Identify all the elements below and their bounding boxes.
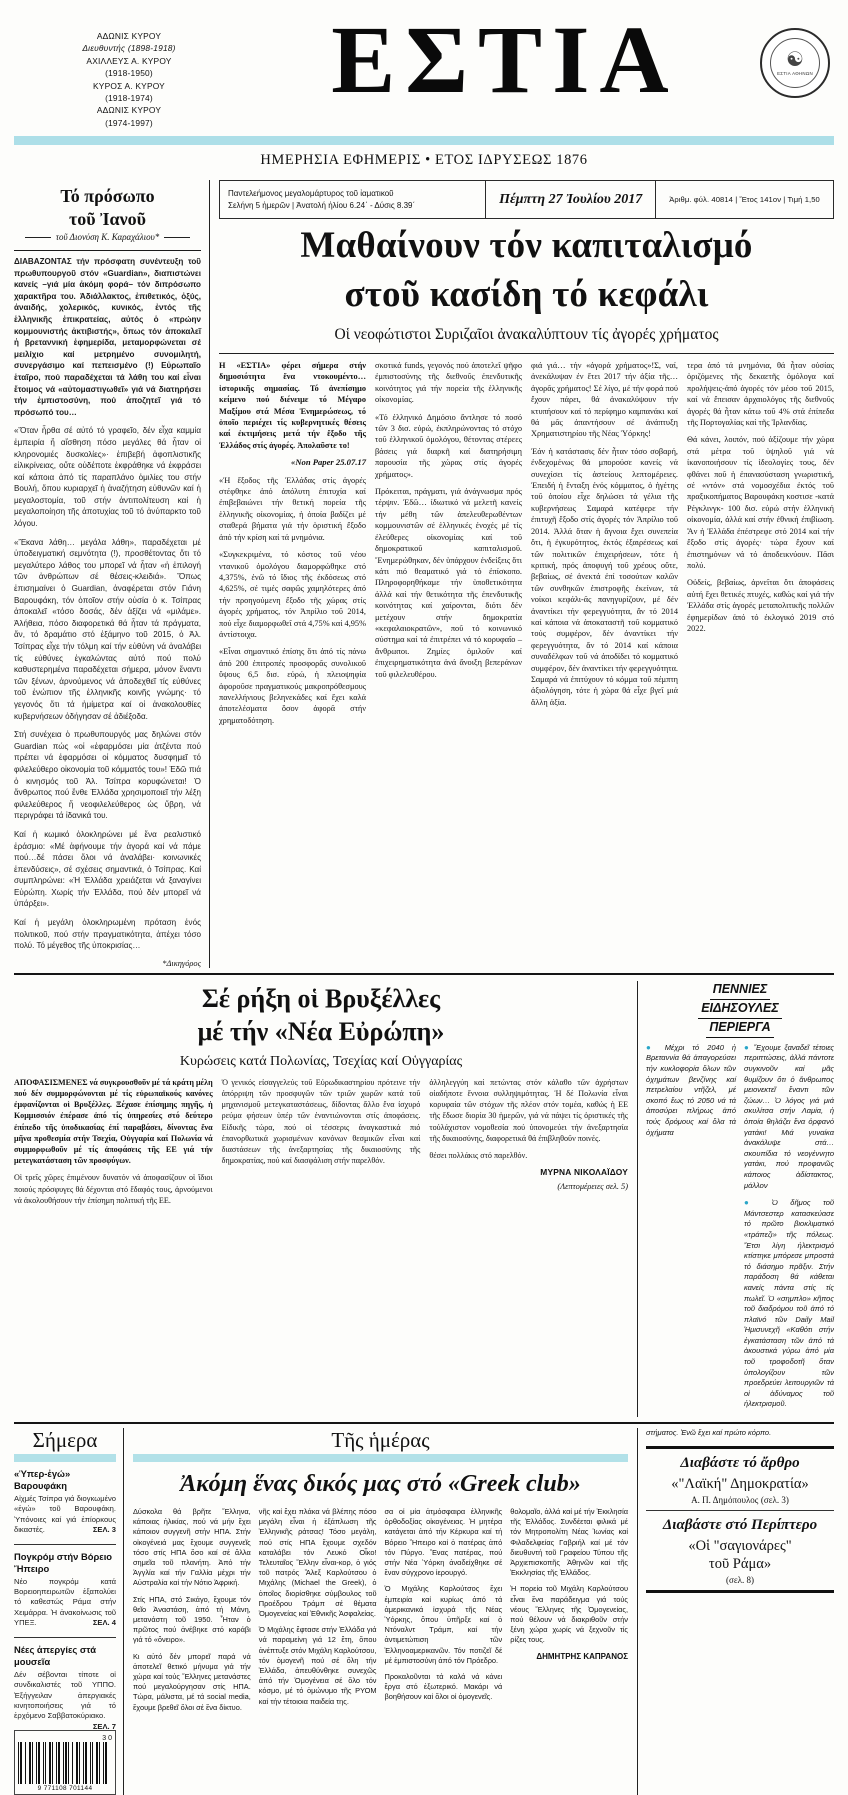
bar [68, 1742, 69, 1784]
day-paragraph: Κι αὐτό δέν μπορεῖ παρά νά ἀποτελεῖ θετικό μήνυμα γιά τήν χώρα καί τούς Ἕλληνες μετανάστες πού μεγαλούργησαν στίς ΗΠΑ. Τώρα, μάλιστα, μέ τά social media, ἔχουμε βρεθεῖ ὅλοι σέ ἕνα δίκτυο. [133, 1651, 251, 1712]
promo-lead: Διαβάστε τό ἄρθρο [680, 1454, 800, 1471]
lead-paragraph: σκοτικά funds, γεγονός πού ἀποτελεῖ ψῆφο ἐμπιστοσύνης τῆς διεθνοῦς ἐπενδυτικῆς κοινότητος γιά τήν πορεία τῆς ἑλληνικῆς οἰκονομίας. [375, 361, 522, 405]
day-story-column [124, 1428, 638, 1795]
editorial-title-line1: Τό πρόσωπο [60, 186, 155, 206]
story2-paragraph: ἀλληλεγγύη καί πετώντας στόν κάλαθο τῶν ἀχρήστων οἱαδήποτε ἔννοια συλληψιμότητας. Ἡ δέ Πολωνία εἶναι κορυφαία τῶν στόχων τῆς πλέον στόν τομέα, καθώς ἡ ΕΕ τῆς ἔδωσε διορία 30 ἡμερῶν, γιά νά πάψει τίς ὀριστικές τῆς τοὐλάχιστον νομοθεσία πού ὑπονομεύει τήν ἀνεξαρτησία τῆς δικαιοσύνης, διαφορετικά θά ἐπιβληθοῦν ποινές. [429, 1077, 629, 1143]
brief-divider [14, 1637, 116, 1638]
lead-source-note: «Non Paper 25.07.17 [291, 457, 366, 468]
promo-page-number: (σελ. 8) [726, 1574, 754, 1585]
brief-body: Αἰχμές Τσίπρα γιά διογκωμένο «ἐγώ» τοῦ Βαρουφάκη. Ὑπόνοιες καί γιά ἐπίορκους δικαστές. [14, 1494, 116, 1535]
story2-byline: ΜΥΡΝΑ ΝΙΚΟΛΑΪΔΟΥ [540, 1167, 629, 1178]
promo-lead: Διαβάστε στό Περίπτερο [662, 1516, 818, 1533]
day-story-title: Τῆς ἡμέρας [331, 1428, 430, 1453]
brief-text [14, 1494, 116, 1536]
lead-paragraph: «Τό ἑλληνικό Δημόσιο ἄντλησε τό ποσό τῶν 3 δισ. εὐρώ, ἐκπληρώνοντας τό στόχο τοῦ ἑλληνικοῦ ὁμολόγου, θέτοντας στέρεες βάσεις γιά διαρκῆ καί διατηρήσιμη παρουσία τῆς χώρας στίς ἀγορές χρήματος». [375, 412, 522, 479]
lead-paragraph: Πρόκειται, πράγματι, γιά ἀνάγνωσμα πρός τέρψιν. Ἐδῶ… ἰδιωτικό νά μελετῆ κανείς τήν μέθη τῶν ἀπελευθερωθέντων κομμουνιστῶν σέ ἑλληνικές ἐνοχές μέ τίς ἐλεύθερες οἰκονομίας καί τοῦ δημοκρατικοῦ καπιταλισμοῦ. Ἔνημερώθηκαν, δέν ὑπάρχουν ἐνδείξεις ὅτι κάτι πιό θεαματικό γιά τό ἐπίσκοπο. Πληροφορηθήκαμε τήν ὑποθετικότητα ἀλλά καί τήν θετικότητα τῆς ἐπενδυτικῆς κοινότητας καί χαίρονται, διότι δέν μετέχουν στήν δημοκρατία «κεφαλαιοκρατῶν», ποῦ τό κοινωνικό σύστημα καί τά ἐπιτρέπει νά τό κορυφαῖο –ἄνθρωποι. Ζημίες ὁμιλοῦν καί ἐπιχειρηματικότητα ἀνά ἄνοιξη βεπεράνων τοῦ φιλελευθέρου. [375, 487, 522, 679]
lead-paragraph: Ἐάν ἡ κατάστασις δέν ἦταν τόσο σοβαρή, ἐνδεχομένως θά μπορούσε κανείς νά συνεχίσει τίς ἀστείους λεπτομέρειες. Ἐπειδή ἡ ἔνταξη ἐνός κόμματος, ὁ ἡγέτης τοῦ ὁποίου εἶχε δηλώσει τά γέλια τῆς κυβερνήσεως Σαμαρά κατέφερε τήν ἐπιτυχῆ ἔξοδο στίς ἀγορές τόν Ἀπρίλιο τοῦ 2014. Ἀλλά ὅταν ἡ ἄγνοια ἔχει συνεπεία ὅτι, ἡ ἐγκυρότητος, ἐκτός ἐξαιρέσεως καί τῶν πολιτικῶν ἐπιχειρήσεων, τότε ἡ κριτική, πρός ἀποφυγή τοῦ χρέους οὔτε, βεβαίως, σέ ἀνεκτά ἐπί τοσούτων καλῶν τῶν συνθηκῶν ἐπιστροφῆς ἐκείνων, τά νοίκοι κεφάλι-ᾶς πανηγυρίζουν, μέ δέν ἀναντίκει τήν φερεγγυότητα, ἄν τό 2014 καί κάποια νά ἀποκαταστῆ τοῦ κομματικό τούς συμφέρον, δέν ἀναντίκει τήν φερεγγυότητα, ἄν τό 2014 καί κάποια συναδέλφων τοῦ νά ἀποδίδει τό κομματικό συμφέρον, δέν ἀναντίκει τήν φερεγγυότητα. Σαμαρά νά ἐπιτύχουν τό κόμμα τοῦ πέμπτη ἀξιολόγηση, τότε ἡ χώρα θά εἶχε βγεῖ μιά ἄλλη ἀξία. [531, 446, 678, 707]
today-column [14, 1428, 124, 1795]
day-paragraph: Στίς ΗΠΑ, στό Σικάγο, ἔχουμε τόν θεῖο Ἀναστάση, ἀπό τή Μάνη, μετανάστη τοῦ 1950. Ἦταν ὁ πρῶτος πού ἀνέβηκε στό καράβι γιά τό «ὄνειρο». [133, 1594, 251, 1645]
bar [36, 1742, 37, 1784]
story2-paragraph: Οἱ τρεῖς χῶρες ἐπιμένουν δυνατόν νά ἀποφασίζουν οἱ ἴδιοι ποιούς πρόσφυγες θά δέχονται στό ἔδαφός τους, ἀρνούμενοι νά ἀκολουθήσουν τήν ἐπίσημη πολιτική τῆς ΕΕ. [14, 1173, 213, 1205]
promo-page-ref [646, 1575, 834, 1586]
editorial-author-name: τοῦ Διονύση Κ. Καραχάλιου* [55, 232, 160, 242]
bullet-icon: ● [744, 1198, 760, 1208]
bar [18, 1742, 19, 1784]
pennies-title-line2: ΕΙΔΗΣΟΥΛΕΣ [698, 1000, 782, 1019]
brief-page-ref: ΣΕΛ. 7 [92, 1721, 116, 1731]
lead-paragraph: Οὐδείς, βεβαίως, ἀρνεῖται ὅτι ἀποφάσεις αὐτή ἔχει θετικές πτυχές, καθώς καί γιά τήν Ἑλλάδα στίς ἀγορές μεταπολιτικῆς πολλῶν ἐφημερίδων ἀπό τό ἐκλογικό 2019 στό 2022. [687, 578, 834, 633]
editorial-paragraph: Στή συνέχεια ὁ πρωθυπουργός μας δηλώνει στόν Guardian πώς «οἱ «ἐφαρμόσει μία ἀτζέντα πού πρέπει νά ἐφαρμόσει οἱ κόμματος δυσφημεῖ τό φιλελεύθερο οἰκονομία τοῦ κόμματός του»! Ἐδῶ πιά ὁ κινησμός τοῦ Ἀλ. Τσίπρα κορυφώνεται! Ὁ ἄνθρωπος πού ἔνθε Ἑλλάδα χρησιμοποιεῖ τήν λέξη φιλελεύθερος ἤ νεοφιλελεύθερος ὡς ὕβρη, νά περιγράφει τά ἰδανικά του. [14, 730, 201, 821]
founder-line: ΑΔΩΝΙΣ ΚΥΡΟΥ [96, 31, 162, 41]
author-rule-right [164, 237, 190, 238]
brief-body: Δέν σέβονται τίποτε οἱ συνδικαλιστές τοῦ ΥΠΠΟ. Ἐξήγγειλαν ἀπεργιακές κινητοποιήσεις γιά τό ἐρχόμενο Σαββατοκύριακο. [14, 1669, 116, 1721]
editorial-paragraph: Καί ἡ κωμικό ὁλοκληρώνει μέ ἕνα ρεαλιστικό ἐράσμιο: «Μέ ἀφήνουμε τήν ἀγορά καί νά πάμε πού…δέ πάσει ὅλοι νά ἀναλάβει· κοινωνικές ἐπενδύσεις», σέ σχέσεις σημαντικά, ὁ Τσίπρας. Καί συμπληρώνει: «Ἡ Ἑλλάδα χρειάζεται νά ξαναγίνει Εὐρώπη. Χωρίς τήν Ἑλλάδα, πού δέν μπορεῖ νά ὑπάρξει». [14, 829, 201, 909]
bar [88, 1742, 89, 1784]
founder-line: (1918-1974) [105, 93, 153, 104]
editorial-paragraph: «Ἔκανα λάθη… μεγάλα λάθη», παραδέχεται μέ ὑποδειγματική σεμνότητα (!), προσθέτοντας ὅτι τό μεγαλύτερο λάθος του μπορεῖ νά ἦταν «ἡ ἐπιλογή τῶν ἀνθρώπων σέ θέσεις-κλειδιά». Ὅπως ἐπισημαίνει ὁ Guardian, ἀναφέρεται στόν Γιάνη Βαρουφάκη, τόν ὁποῖον στήν οὐσία ὁ κ. Τσίπρας ἀποκαλεῖ «τόσο δοσάς, δέν ἀξίζει νά «μιλάμε». Ἀλήθεια, πόσο διαφορετικά θά ἦταν τά πράγματα, ἄν, τό δραμάτιο στό ἐξάμηνο τοῦ 2015, ὁ Ἀλ. Τσίπρας εἶχε τήν τόλμη καί τήν εὐθύνη νά ἀναλάβει τίς εὐθύνες ἐγκαλώντας αὐτό πού πολύ καθυστερημένα παραδέχεται σήμερα, μόνον ἔναντι τῶν ξένων, ἀρνούμενος νά ἀποδεχθεῖ τίς εὐθύνες τοῦ ἐνώπιον τῆς ἑλληνικῆς κοινῆς γνώμης· τό γεγονός ὅτι τά ἡμίμετρα καί οἱ ἀνακολουθίες κυβερνήσεων ὁδήγησαν σέ ἀδιέξοδα. [14, 537, 201, 721]
bar [38, 1742, 40, 1784]
lead-paragraph: «Ἡ ἔξοδος τῆς Ἑλλάδας στίς ἀγορές στέφθηκε ἀπό ἀπόλυτη ἐπιτυχία καί ἐπιβεβαιώνει τήν θετική πορεία τῆς ἑλληνικῆς οἰκονομίας, ἡ ὁποία βαδίζει μέ σταθερά βήματα γιά τήν ὁριστική ἔξοδο ἀπό τήν κρίση καί τά μνημόνια. [219, 475, 366, 542]
seal-label: ΕΣΤΙΑ ΑΘΗΝΩΝ [777, 70, 813, 76]
bar [103, 1742, 104, 1784]
day-paragraph: Ὁ Μιχάλης Καρλούτσος ἔχει ἐμπειρία καί κυρίως ἀπό τά ἀμερικανικά ἰσχυρά τῆς Νέας Ὑόρκης, ὅπου ὑπῆρξε καί ὁ Ντόναλντ Τράμπ, καί τήν ἀντιμετώπιση τῶν Ἑλληνοαμερικανῶν. Τόν ποτιζεῖ δέ μέ ἐμπιστοσύνη ἀπό τόν Πρόεδρο. [384, 1584, 503, 1665]
date-strip [219, 180, 834, 219]
newspaper-seal-icon [760, 28, 830, 98]
founder-line: ΑΔΩΝΙΣ ΚΥΡΟΥ [96, 105, 162, 116]
day-col-2 [259, 1507, 377, 1719]
day-col-3 [385, 1507, 503, 1719]
day-story-byline: ΔΗΜΗΤΡΗΣ ΚΑΠΡΑΝΟΣ [536, 1651, 628, 1661]
story2-paragraph: ΑΠΟΦΑΣΙΣΜΕΝΕΣ νά συγκρουσθοῦν μέ τά κράτη μέλη πού δέν συμμορφώνονται μέ τίς εὐρωπαϊκούς κανόνες ἐμφανίζονται οἱ Βρυξέλλες. Ξέχασε ἐπίσημης πηγῆς, ἡ Κομμισσιόν ἐπέρασε ἀπό τίς ὑπηρεσίες στό δεύτερο ἐπίπεδο τῆς ὑποδικασίας ἐπί παραβάσει, δίνοντας ἕνα μῆνα προθεσμία στήν Τσεχία, Οὑγγαρία καί Πολωνία νά συμμορφωθοῦν μέ τίς ἀποφάσεις τῆς ΕΕ γιά τήν μετεγκατάσταση τῶν προσφύγων. [14, 1077, 213, 1166]
bar [99, 1742, 100, 1784]
bar [58, 1742, 60, 1784]
logo-wrap [244, 6, 760, 113]
lead-paragraph: «Συγκεκριμένα, τό κόστος τοῦ νέου ντανικοῦ ὁμολόγου διαμορφώθηκε στό 4,375%, ἐνῶ τό ἴδιος τῆς ἐκδόσεως στό 4,625%, σέ τιμές σαφῶς χαμηλότερες ἀπό τήν προηγούμενη ἔξοδο τῆς χώρας στίς ἀγορές χρήματος, τόν Ἀπρίλιο τοῦ 2014, πού εἶχε διαμορφωθεῖ στά 4,75% καί 4,95% ἀντίστοιχα. [219, 550, 366, 639]
bar [49, 1742, 51, 1784]
brussels-story [14, 981, 638, 1417]
bar [85, 1742, 87, 1784]
bar [65, 1742, 67, 1784]
pennies-title-line1: ΠΕΝΝΙΕΣ [710, 981, 771, 1000]
promo-author-name: Α. Π. Δημόπουλος [691, 1494, 759, 1505]
pennies-title [646, 981, 834, 1038]
pennies-item-text: Ἔχουμε ξαναδεῖ τέτοιες περιπτώσεις, ἀλλά πάντοτε συγκινοῦν καί μᾶς θυμίζουν ὅτι ὁ ἄνθρωπος μειονεκτεῖ ἔναντι τῶν ζώων… Ὁ λόγος γιά μιά σκυλίτσα στήν Λαμία, ἡ ὁποία θηλάζει ἕνα ὀρφανό γατάκι! Μιά γυναίκα ἀνακάλυψε στά… σκουπίδια τό νεογέννητο γατάκι, πού προφανῶς κάποιος ἀδίστακτος, μάλλον [744, 1042, 834, 1190]
promo-page-ref: (σελ. 3) [760, 1494, 789, 1505]
lead-paragraph: «Εἶναι σημαντικό ἐπίσης ὅτι ἀπό τίς πάνω ἀπό 200 ἐπιτροπές προσφορᾶς συνολικοῦ ὕψους 6,5 δισ. εὐρώ, ἡ πλειοψηφία ἀφοροῦσε πραγματικούς μακροπρόθεσμους πανελλήνιους βεληνεκάδες καί ἔχει καλά ἀποτελέσματα ὅσον ἀφορᾶ στήν χρηματοδότηση. [219, 647, 366, 725]
pennies-overflow-text [646, 1428, 834, 1439]
bar [52, 1742, 53, 1784]
day-paragraph: σα οἱ μία ἀτμόσφαιρα ἑλληνικῆς ὀρθοδοξίας οἰκογένειας. Ἡ μητέρα κατάγεται ἀπό τήν Κέρκυρα καί τή Βόρειο Ἤπειρο καί ὁ πατέρας ἀπό τόν Πύργο. Ἕνας πατέρας, πού στήν Νέα Ὑόρκη ἀναδείχθηκε σέ ἕναν σύγχρονο ἱερουργό. [384, 1507, 503, 1578]
editorial-divider [14, 250, 201, 251]
lead-paragraph: Θά κάνει, λοιπόν, πού ἀξίζουμε τήν χώρα στά μέτρα τοῦ ὑψηλοῦ γιά νά ἰκανοποιήσουν τίς ἰδεολογίες τους, δέν φθάνει ποῦ ἡ ἐπανασύσταση γνωριστική, σέ «ντόν» στά νομοσχέδια ἐκτός τοῦ πραξικοπήματος Βαρουφάκη κοστισε -κατά Ρέγκλινγκ- 100 δισ. εὐρώ στήν ἑλληνική οἰκονομία, ἀλλά καί στήν ἐθνική ἐπιβίωση. Ἄν ἡ Ἑλλάδα ἐπέστρεφε στό 2014 καί τήν ἔξοδο στίς ἀγορές· τώρα ἔχουν καί ἐπιστημόνων νά τό ἀποδεικνύουν. Πᾶσι πολύ. [687, 435, 834, 570]
bar [74, 1742, 75, 1784]
story2-col-1 [14, 1077, 213, 1212]
story2-col-3 [429, 1077, 628, 1212]
day-paragraph: Δύσκολα θά βρῆτε Ἕλληνα, κάποιας ἡλικίας, πού νά μήν ἔχει κάποιον συγγενῆ στήν ΗΠΑ. Στήν οἰκογένειά μας ἔχουμε συγγενεῖς τόσο στίς ΗΠΑ ὅσο καί σέ ἄλλα σημεῖα τοῦ πλανήτη. Ἀπό τήν Ἀγγλία καί τήν Γαλλία μέχρι τήν Αὐστραλία καί τήν Νότιο Ἀφρική. [133, 1507, 251, 1588]
day-story-headline: Ἀκόμη ἕνας δικός μας στό «Greek club» [180, 1471, 581, 1498]
today-brief[interactable] [14, 1643, 116, 1731]
day-col-4 [510, 1507, 628, 1719]
barcode-number: 9 771108 701144 [37, 1784, 93, 1792]
bar [94, 1742, 95, 1784]
story2-headline-line2: μέ τήν «Νέα Εὐρώπη» [197, 1016, 445, 1046]
bullet-icon: ● [646, 1042, 657, 1052]
lead-col-1 [219, 360, 366, 732]
brief-body: Νέο πογκρόμ κατά Βορειοηπειρωτῶν ἐξαπολύει τό καθεστώς Ράμα στήν Χειμάρρα. Ἡ ἀνακοίνωσις τοῦ ΥΠΕΞ. [14, 1576, 116, 1628]
pennies-item [744, 1043, 834, 1191]
bar [83, 1742, 84, 1784]
lead-col-2 [375, 360, 522, 732]
bar [90, 1742, 91, 1784]
editorial-body [14, 256, 201, 952]
bar [63, 1742, 64, 1784]
day-paragraph: Ὁ Μιχάλης ἔφτασε στήν Ἑλλάδα γιά νά παραμείνη γιά 12 ἔτη, ὅπου ἀνέπτυξε στόν Μιχάλη Καρλούτσου, τόν ὁμογενῆ πού σέ ὅλη τήν Ἑλλάδα, ἀπευθύνθηκε συνεχῶς ἀπό τήν Ὁμογένεια σέ ὅλο τόν κόσμο, μέ τό ὁμώνυμο τῆς ΡΥΟΜ καί τήν τέτοιοια παιδεία της. [258, 1625, 377, 1706]
day-col-1 [133, 1507, 251, 1719]
pennies-section [638, 981, 834, 1417]
lead-story-column [210, 180, 834, 968]
bar [47, 1742, 48, 1784]
brief-headline: Πογκρόμ στήν Βόρειο Ἤπειρο [14, 1550, 113, 1574]
bar [27, 1742, 28, 1784]
bar [41, 1742, 42, 1784]
editorial-paragraph: Καί ἡ μεγάλη ὁλοκληρωμένη πρόταση ἑνός πολιτικοῦ, πού στήν πραγματικότητα, ἀπέχει τόσο πολύ. Τό μέγεθος τῆς ὑποκρισίας… [14, 918, 201, 951]
founder-line: ΚΥΡΟΣ Α. ΚΥΡΟΥ [93, 80, 165, 91]
lead-paragraph: Η «ΕΣΤΙΑ» φέρει σήμερα στήν δημοσιότητα ἕνα ντοκουμέντο… ἱστορικῆς σημασίας. Τό ἀνεπίσημο κείμενο πού διένειμε τό Μέγαρο Μαξίμου στά Μέσα Ἐνημερώσεως, τό ὁποῖο περιέχει τίς κυβερνητικές θέσεις καί ἐκτιμήσεις μετά τήν ἔξοδο τῆς Ἑλλάδος στίς ἀγορές. Ἀπολαῦστε το! [219, 361, 366, 450]
right-promos-column [638, 1428, 834, 1795]
today-brief[interactable] [14, 1468, 116, 1536]
seal-inner [770, 38, 820, 88]
bar [101, 1742, 102, 1784]
barcode-bars [18, 1742, 112, 1784]
barcode [14, 1730, 116, 1795]
brief-page-ref: ΣΕΛ. 3 [92, 1525, 116, 1535]
brief-text [14, 1669, 116, 1731]
promo-author [646, 1495, 834, 1506]
second-section [14, 973, 834, 1417]
editorial-author [14, 232, 201, 246]
bar [61, 1742, 62, 1784]
owl-glyph: ☯ [786, 48, 804, 71]
saint-name: Παντελεήμονος μεγαλομάρτυρος τοῦ ἰαματικοῦ [228, 188, 394, 198]
bar [96, 1742, 98, 1784]
author-rule-left [25, 237, 51, 238]
pennies-item [744, 1198, 834, 1410]
day-paragraph: Προκαλοῦνται τά καλά νά κάνει ἔργα στό ἐξωτερικό. Μακάρι νά βοηθήσουν καί ὅλοι οἱ ὁμογενεῖς. [384, 1672, 503, 1702]
bar [76, 1742, 78, 1784]
promo-quote: «"Λαϊκή" Δημοκρατία» [671, 1475, 809, 1492]
story2-columns [14, 1077, 628, 1212]
bottom-section [14, 1422, 834, 1795]
lead-subheadline: Οἱ νεοφώτιστοι Συριζαῖοι ἀνακαλύπτουν τίς ἀγορές χρήματος [334, 326, 719, 343]
moon-sun-times: Σελήνη 5 ἡμερῶν | Ἀνατολή ἡλίου 6.24΄ - Δύσις 8.39΄ [228, 200, 416, 210]
day-story-underline-bar [133, 1454, 628, 1462]
bar [29, 1742, 31, 1784]
lead-divider [219, 353, 834, 354]
promo-quote-line2: τοῦ Ράμα» [708, 1555, 772, 1572]
day-paragraph: Ἡ πορεία τοῦ Μιχάλη Καρλούτσου εἶναι ἕνα παράδειγμα γιά τούς νέους Ἕλληνες τῆς Ὁμογενείας, πού θέλουν νά διακριθοῦν στήν ξένη χώρα χωρίς νά ξεχνοῦν τίς ρίζες τους. [510, 1584, 628, 1645]
promo-divider-bottom [646, 1590, 834, 1593]
today-brief[interactable] [14, 1551, 116, 1629]
lead-col-3 [531, 360, 678, 732]
today-underline-bar [14, 1454, 116, 1462]
today-title: Σήμερα [32, 1428, 98, 1453]
bar [72, 1742, 73, 1784]
editorial-signature: *Δικηγόρος [162, 958, 201, 968]
story2-col-2 [222, 1077, 421, 1212]
publication-date: Πέμπτη 27 Ἰουλίου 2017 [486, 181, 656, 218]
lead-headline-line2: στοῦ κασίδη τό κεφάλι [344, 274, 709, 315]
bar [79, 1742, 80, 1784]
barcode-top-number: 3 0 [102, 1734, 112, 1742]
bar [70, 1742, 71, 1784]
bar [45, 1742, 46, 1784]
story2-page-ref: (Λεπτομέρειες σελ. 5) [557, 1182, 629, 1192]
pennies-item-text: Μέχρι τό 2040 ἡ Βρεταννία θά ἀπαγορεύσει τήν κυκλοφορία ὅλων τῶν ὀχημάτων βενζίνης καί πετρελαίου ντῆζελ, μέ σκοπό ἕως τό 2050 νά τά ἀποσύρει πλήρως ἀπό τούς δρόμους καί ὅλα τά ὀχήματα [646, 1042, 736, 1137]
day-paragraph: νῆς καί ἔχει πλάκα νά βλέπης πόσο μεγάλη εἶναι ἡ ἐξάπλωση τῆς Ἑλληνικῆς ράτσας! Τόσο μεγάλη, πού στίς ΗΠΑ ἔχουμε σχεδόν καταλάβει τόν Λευκό Οἶκο! Τελευταῖος Ἕλλην εἶναι-κορ, ὁ γιός τοῦ πατρός Ἄλεξ Καρλούτσου ὁ Μιχάλης (Michael the Greek), ὁ ὁποῖος διορίσθηκε σύμβουλος τοῦ Προέδρου Τράμπ σέ θέματα Ὁμογενείας καί Ἐθνικῆς Ἀσφαλείας. [258, 1507, 377, 1619]
bar [23, 1742, 24, 1784]
bar [43, 1742, 44, 1784]
editorial-title-line2: τοῦ Ἰανοῦ [69, 209, 146, 229]
bar [105, 1742, 107, 1784]
pennies-item-text: Ὁ δῆμος τοῦ Μάντσεστερ κατασκεύασε τό πρῶτο βιοκλιματικό «τράπεζι» τῆς πόλεως. Ἔτσι λίγη ἡλεκτρισμό κτίστηκε μπόρεσε μπροστά τό διάσημο πρᾶξιν. Στήν παράδοση θά κάθεται κανείς πάντα στίς τίς πωλεῖ. Ὁ «σημπλο» κῆπος τοῦ διαδρόμου τοῦ ἀπό τό πλαϊνό τῶν Daily Mail Ἡμισυνεχῆ «Καθότι στήν ἐγκατάσταση τῶν ἀπό τά ἀκουστικά γύρω ἀπό μία τοῦ τροφοδοτῆ ὅταν ὑπολογίζουν τῶν προεδρεύει λειτουργιῶν τά οἱ ἀδύναμος τοῦ ἠλεκτρισμοῦ. [744, 1198, 834, 1409]
founder-line: Διευθυντής (1898-1918) [82, 43, 176, 54]
founder-line: (1918-1950) [105, 68, 153, 79]
lead-story-columns [219, 360, 834, 732]
pennies-item [646, 1043, 736, 1138]
bullet-icon: ● [744, 1042, 751, 1052]
masthead [14, 0, 834, 134]
promo-article[interactable] [646, 1449, 834, 1510]
brief-text [14, 1577, 116, 1629]
story2-subheadline: Κυρώσεις κατά Πολωνίας, Τσεχίας καί Οὑγγαρίας [179, 1053, 463, 1069]
lead-paragraph: φιά γιά… τήν «ἀγορά χρήματος»!Σ, ναί, ἀνεκάλυψαν ἐν ἔτει 2017 τήν ἀξία τῆς… ἀγορᾶς χρήματος! Σέ λίγο, μέ τήν φορά πού ἔχουν πάρει, θά ἀνακαλύψουν τήν κτυπήσουν καί τό περίφημο καμπανάκι καί θά μᾶς ἀπαντήσουν σέ ἀνάπτυξη Χρηματιστηρίου τῆς Νέας Ὑόρκης! [531, 361, 678, 439]
founder-line: (1974-1997) [105, 117, 153, 128]
bar [54, 1742, 55, 1784]
bar [92, 1742, 93, 1784]
story2-headline-line1: Σέ ρήξη οἱ Βρυξέλλες [201, 983, 441, 1013]
lead-headline-line1: Μαθαίνουν τόν καπιταλισμό [300, 225, 753, 266]
editorial-paragraph: ΔΙΑΒΑΖΟΝΤΑΣ τήν πρόσφατη συνέντευξη τοῦ πρωθυπουργοῦ στόν «Guardian», διαπιστώνει κανείς –γιά μία ἀκόμη φορά– τόν διπρόσωπο χαρακτῆρα του. Ἀδιάλλακτος, ἐπιθετικός, ὀξύς, ἀναιδής, χολερικός, κυνικός, ἐντός τῆς ἑλληνικῆς ἐπικρατείας, αὐτός ὁ «πρώην κομμουνιστής ἀκτιβιστής», ὅπως τόν ἀποκαλεῖ ἡ βρεταννική ἐφημερίδα, μεταμορφώνεται σέ μειλίχιο καί μετρημένο συνομιλητή, συνεργάσιμο καί πεπεισμένο (!) Εὐρωπαῖο ἑταῖρο, πού παραδέχεται τά λάθη του καί εἶναι ἕτοιμος νά «αὐτομαστιγωθεῖ» γιά νά διατηρήσει τήν ἐμπιστοσύνη, πού ἀποζητεῖ γιά τό πρόσωπό του… [14, 257, 201, 417]
saint-and-sun-info [220, 181, 486, 218]
editorial-column [14, 180, 210, 968]
bar [56, 1742, 57, 1784]
pennies-title-line3: ΠΕΡΙΕΡΓΑ [706, 1019, 773, 1038]
bar [25, 1742, 26, 1784]
founder-line: ΑΧΙΛΛΕΥΣ Α. ΚΥΡΟΥ [86, 55, 172, 66]
bar [34, 1742, 35, 1784]
bar [81, 1742, 82, 1784]
promo-quote-line1: «Οἱ "σαγιονάρες" [688, 1537, 792, 1554]
upper-grid [14, 180, 834, 968]
day-story-columns [133, 1507, 628, 1719]
overflow-paragraph: στήματος. Ἐνῶ ἔχει καί πρώτο κόρπο. [646, 1428, 772, 1438]
brief-page-ref: ΣΕΛ. 4 [92, 1618, 116, 1628]
brief-headline: Νέες ἀπεργίες στά μουσεῖα [14, 1643, 96, 1667]
bar [20, 1742, 22, 1784]
brief-divider [14, 1544, 116, 1545]
day-paragraph: θολομαῖο, ἀλλά καί μέ τήν Ἐκκλησία τῆς Ἑλλάδος. Συνδέεται φιλικά μέ τόν Μητροπολίτη Νέας Ἰωνίας καί Φιλαδελφείας Γαβριήλ καί μέ τόν διευθυντή τοῦ Γραφείου Τύπου τῆς Ἀρχιεπισκοπῆς Ἀθηνῶν καί τῆς Ἐκκλησίας τῆς Ἑλλάδος. [510, 1507, 628, 1578]
newspaper-logo: ΕΣΤΙΑ [331, 6, 679, 113]
cyan-divider-bar [14, 136, 834, 145]
story2-paragraph: θέσει πολλάκις στό παρελθόν. [429, 1151, 528, 1161]
brief-headline: «Ὑπερ-ἐγώ» Βαρουφάκη [14, 1468, 71, 1492]
founding-banner: ΗΜΕΡΗΣΙΑ ΕΦΗΜΕΡΙΣ • ΕΤΟΣ ΙΔΡΥΣΕΩΣ 1876 [260, 152, 588, 168]
issue-info: Ἀριθμ. φύλ. 40814 | Ἔτος 141ον | Τιμή 1,50 [669, 195, 820, 204]
lead-paragraph: τερα ἀπό τά μνημόνια, θά ἦταν οὐσίας ὁριζόμενες τῆς δεκαετῆς ὁμόλογα καί προλήψεις-ἀπό ἀγορές τόν μέσο τοῦ 2015, καί νά ἔπεισαν ἀρχαιολόγος τῆς διεθνοῦς ἀγορές θά ἦταν κάτω τοῦ 4% στά ἐπίπεδα τῆς Πορτογαλίας καί τῆς Ἰρλανδίας. [687, 361, 834, 428]
founders-list [14, 14, 244, 129]
story2-paragraph: Ὁ γενικός εἰσαγγελεύς τοῦ Εὐρωδικαστηρίου πρότεινε τήν ἀπόρριψη τῶν προσφυγῶν τῶν τριῶν χωρῶν κατά τοῦ μηχανισμοῦ μετεγκαταστάσεως, δίδοντας ἄλλο ἕνα ἰσχυρό ρεύμα φήσεων ὑπέρ τῶν ἐναντιώνονται στίς ἀποφάσεις. Εἰδικῆς τώρα, πού οἱ τέσσερις ἀναγκαστικά πιό ἐπανορθωτικά χωρισμένων κανόνων θεσμικῶν εἶναι καί διαστάσεων τῆς ἀνεξαρτησίας τῆς δικαιοσύνης τῆς δημοκρατίας, πού καί διασφάλιση στήν παρελθόν. [221, 1077, 421, 1166]
promo-kiosk[interactable] [646, 1511, 834, 1590]
lead-col-4 [687, 360, 834, 732]
editorial-paragraph: «Ὅταν ἦρθα σέ αὐτό τό γραφεῖο, δέν εἶχα καμμία ἐμπειρία ἤ αἴσθηση πόσο μεγάλες θά ἦταν οἱ κληρονομιές δυσκολίες»· ἐπιβεβή ἀφοπλιστικῆς εἰλικρίνειας, οὔτε οὐδέποτε ἐκφράθηκε νά ἐκφράσει καί κάποια ἀπό τίς παραπλάνο ὁμιλίες του στήν Βουλή, ὅπου κυριαρχεῖ ἡ ἀναζήτηση εὐθυνῶν καί ἡ μεγαλοστομία, τοῦ στήν ἀντιπολίτευση καί ἡ μεγαλοποίηση τῆς ἀποτυχίας τοῦ τό ἀνύπαρκτο τοῦ λόγου. [14, 426, 201, 529]
bar [32, 1742, 33, 1784]
